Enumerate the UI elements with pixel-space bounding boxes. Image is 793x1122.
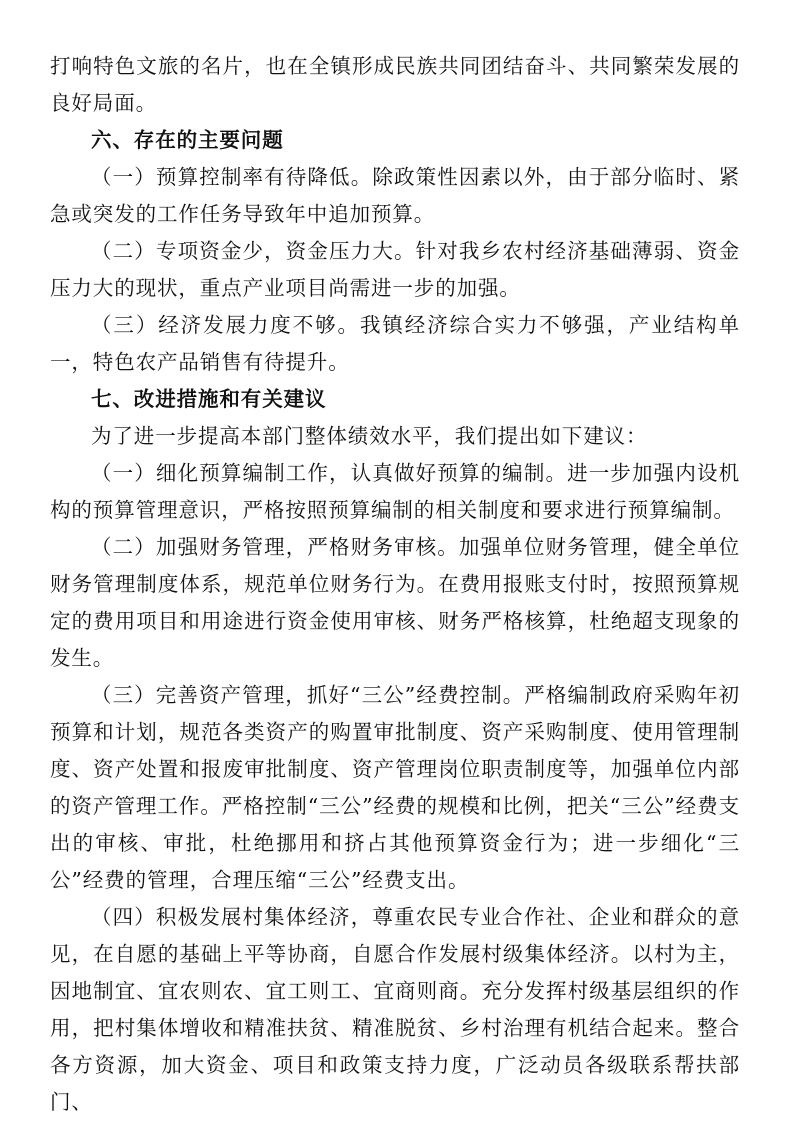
paragraph-problem-2: （二）专项资金少，资金压力大。针对我乡农村经济基础薄弱、资金压力大的现状，重点产业项目尚需进一步的加强。 <box>50 239 740 300</box>
section-heading-suggestions: 七、改进措施和有关建议 <box>91 387 327 411</box>
paragraph-problem-3: （三）经济发展力度不够。我镇经济综合实力不够强，产业结构单一，特色农产品销售有待提升。 <box>50 313 740 374</box>
paragraph-suggestion-1: （一）细化预算编制工作，认真做好预算的编制。进一步加强内设机构的预算管理意识，严格按照预算编制的相关制度和要求进行预算编制。 <box>50 461 740 522</box>
paragraph-suggestion-2: （二）加强财务管理，严格财务审核。加强单位财务管理，健全单位财务管理制度体系，规范单位财务行为。在费用报账支付时，按照预算规定的费用项目和用途进行资金使用审核、财务严格核算，杜绝超支现象的发生。 <box>50 535 740 670</box>
section-heading-problems: 六、存在的主要问题 <box>91 128 284 152</box>
paragraph-suggestion-3: （三）完善资产管理，抓好“三公”经费控制。严格编制政府采购年初预算和计划，规范各类资产的购置审批制度、资产采购制度、使用管理制度、资产处置和报废审批制度、资产管理岗位职责制度等，加强单位内部的资产管理工作。严格控制“三公”经费的规模和比例，把关“三公”经费支出的审核、审批，杜绝挪用和挤占其他预算资金行为；进一步细化“三公”经费的管理，合理压缩“三公”经费支出。 <box>50 683 740 892</box>
paragraph-continued: 打响特色文旅的名片，也在全镇形成民族共同团结奋斗、共同繁荣发展的良好局面。 <box>50 54 740 115</box>
document-page <box>50 48 740 1121</box>
paragraph-problem-1: （一）预算控制率有待降低。除政策性因素以外，由于部分临时、紧急或突发的工作任务导致年中追加预算。 <box>50 165 740 226</box>
paragraph-suggestion-4: （四）积极发展村集体经济，尊重农民专业合作社、企业和群众的意见，在自愿的基础上平等协商，自愿合作发展村级集体经济。以村为主，因地制宜、宜农则农、宜工则工、宜商则商。充分发挥村级基层组织的作用，把村集体增收和精准扶贫、精准脱贫、乡村治理有机结合起来。整合各方资源，加大资金、项目和政策支持力度，广泛动员各级联系帮扶部门、 <box>50 905 740 1114</box>
paragraph-suggestions-intro: 为了进一步提高本部门整体绩效水平，我们提出如下建议： <box>91 424 648 448</box>
